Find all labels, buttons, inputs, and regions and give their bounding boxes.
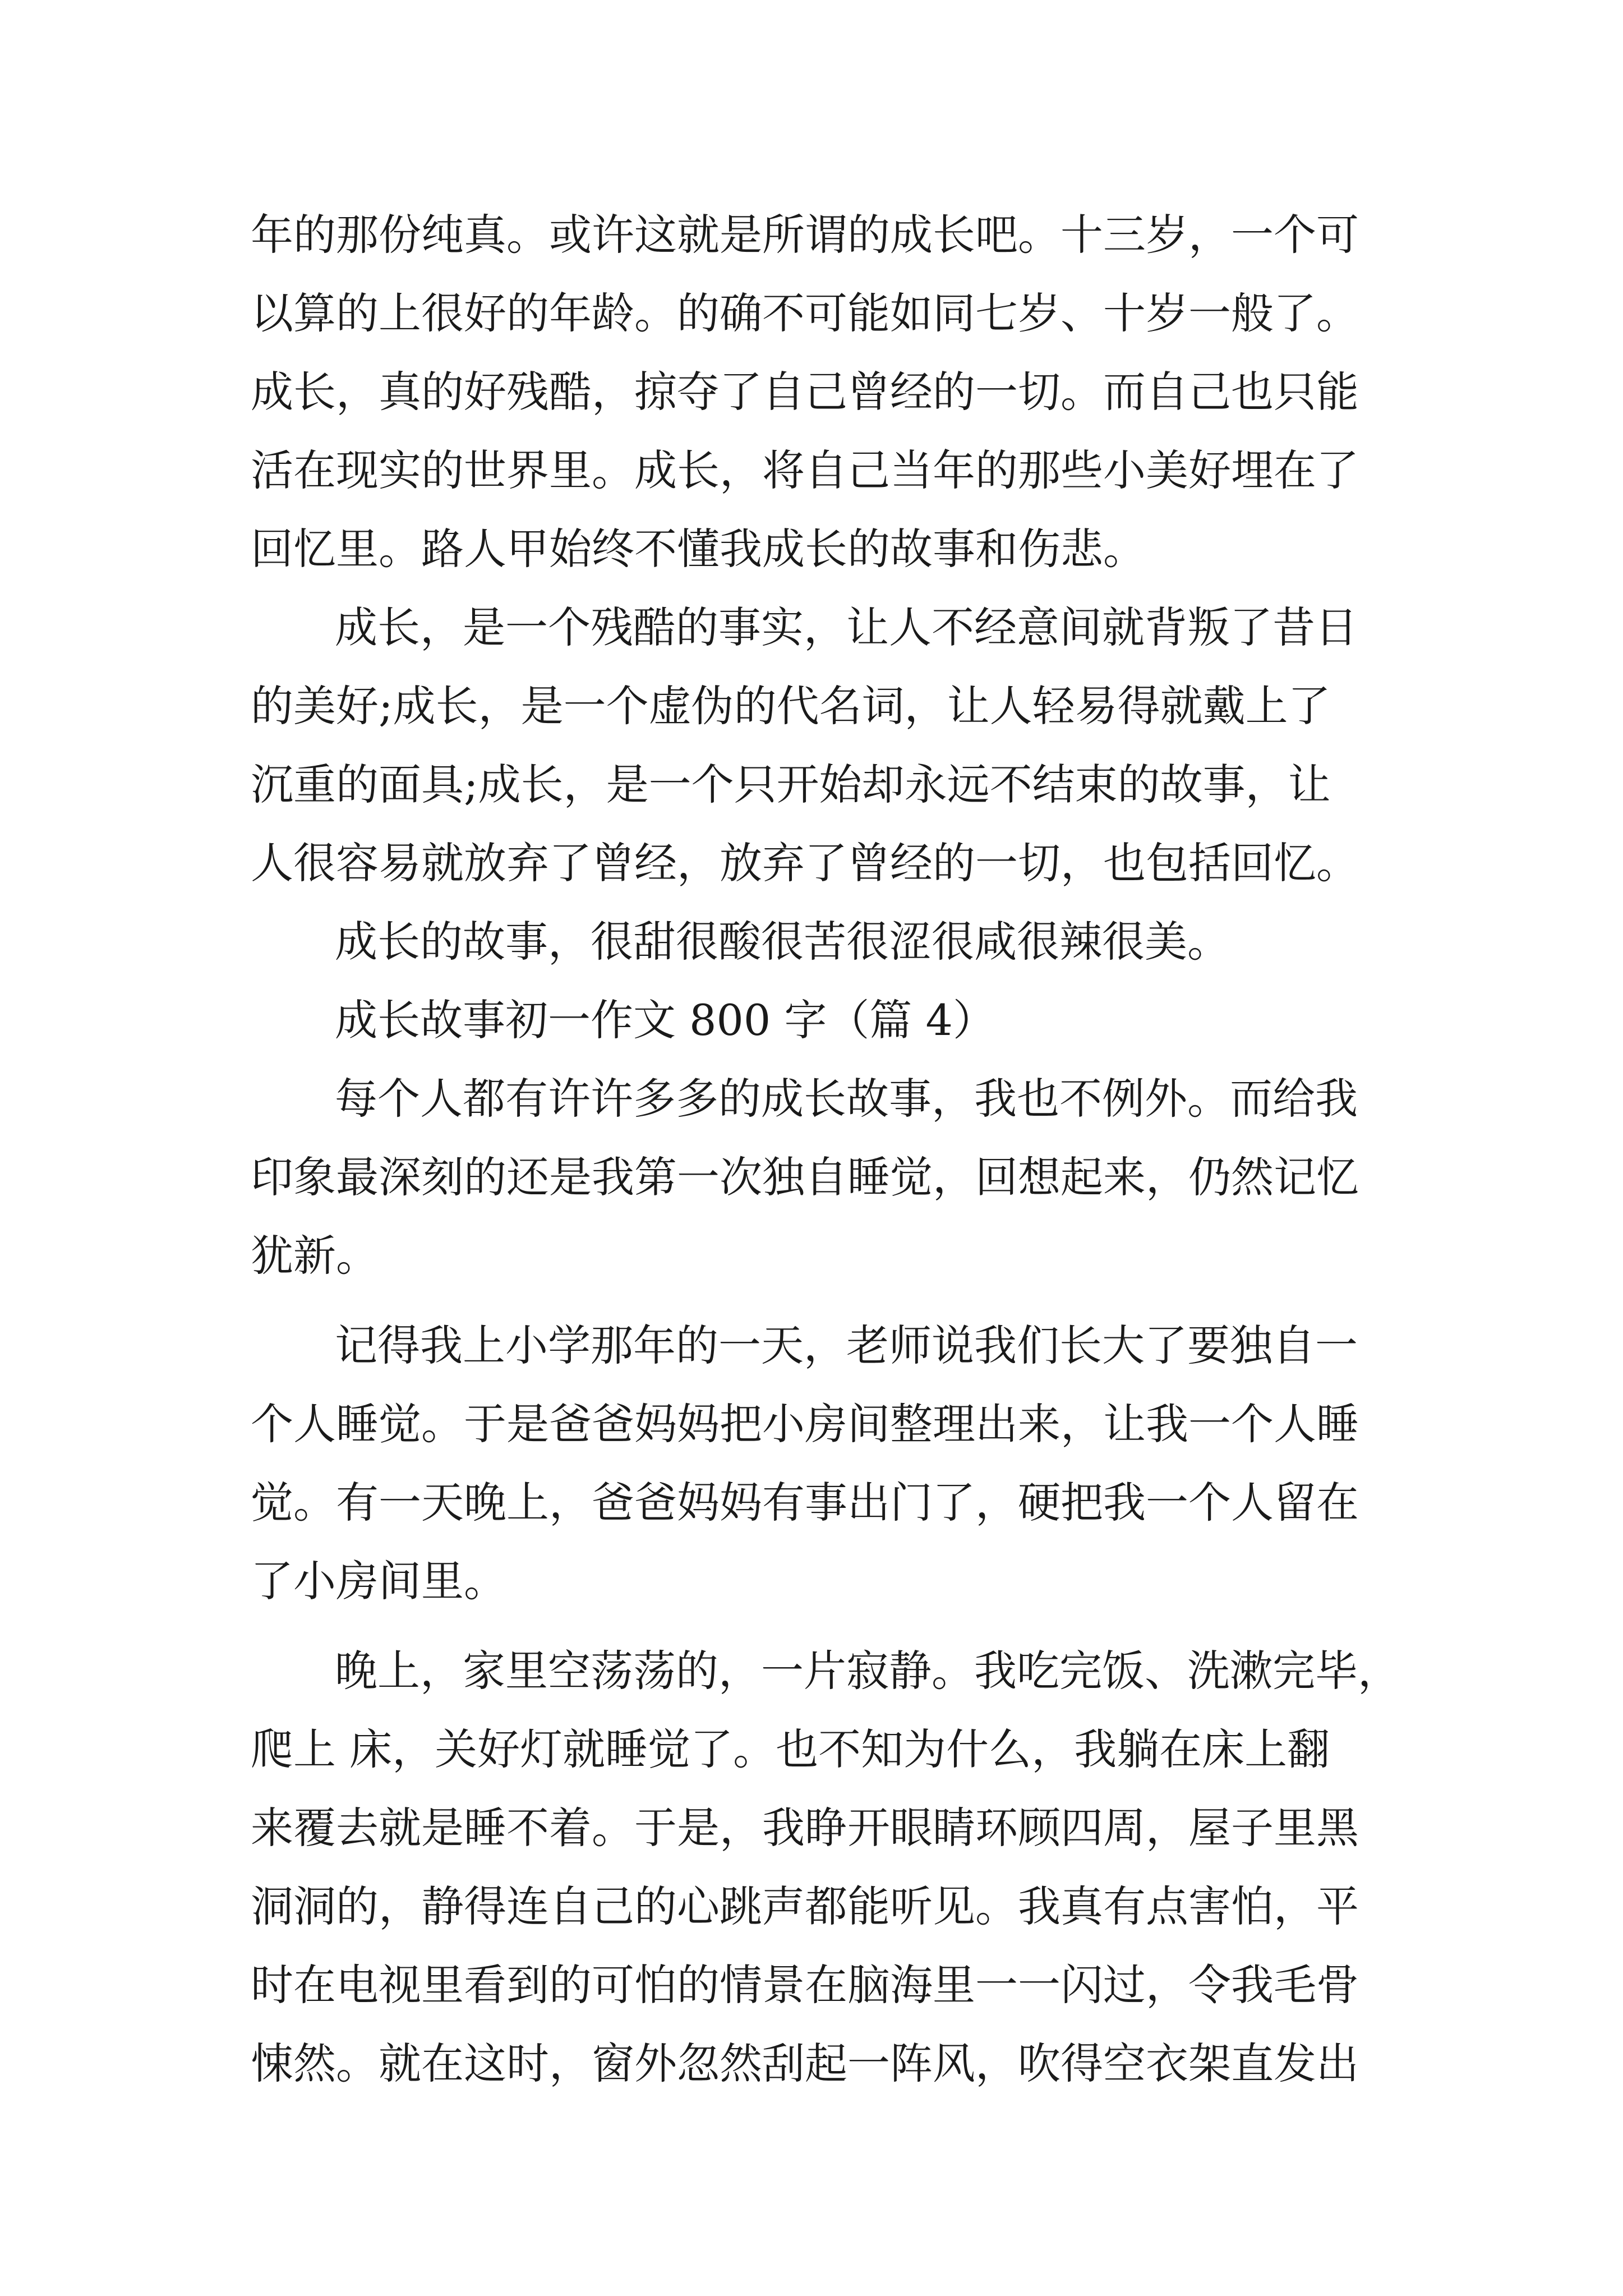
section-heading: 成长故事初一作文 800 字（篇 4） bbox=[335, 995, 995, 1045]
text-line: 犹新。 bbox=[251, 1231, 379, 1281]
text-line: 悚然。就在这时，窗外忽然刮起一阵风，吹得空衣架直发出 bbox=[251, 2039, 1359, 2088]
text-line: 以算的上很好的年龄。的确不可能如同七岁、十岁一般了。 bbox=[251, 288, 1359, 338]
text-line: 年的那份纯真。或许这就是所谓的成长吧。十三岁，一个可 bbox=[251, 210, 1359, 260]
paragraph-start-line: 晚上，家里空荡荡的，一片寂静。我吃完饭、洗漱完毕， bbox=[335, 1646, 1400, 1696]
text-line: 时在电视里看到的可怕的情景在脑海里一一闪过，令我毛骨 bbox=[251, 1960, 1359, 2010]
text-line: 回忆里。路人甲始终不懂我成长的故事和伤悲。 bbox=[251, 524, 1146, 574]
text-line: 了小房间里。 bbox=[251, 1556, 506, 1606]
text-line: 爬上 床，关好灯就睡觉了。也不知为什么，我躺在床上翻 bbox=[251, 1724, 1330, 1774]
text-line: 洞洞的，静得连自己的心跳声都能听见。我真有点害怕，平 bbox=[251, 1881, 1359, 1931]
text-line: 沉重的面具;成长，是一个只开始却永远不结束的故事，让 bbox=[251, 760, 1331, 809]
text-line: 觉。有一天晚上，爸爸妈妈有事出门了，硬把我一个人留在 bbox=[251, 1478, 1359, 1527]
text-line: 的美好;成长，是一个虚伪的代名词，让人轻易得就戴上了 bbox=[251, 681, 1331, 731]
paragraph-start-line: 每个人都有许许多多的成长故事，我也不例外。而给我 bbox=[335, 1074, 1358, 1124]
paragraph-start-line: 成长的故事，很甜很酸很苦很涩很咸很辣很美。 bbox=[335, 917, 1230, 967]
text-line: 成长，真的好残酷，掠夺了自己曾经的一切。而自己也只能 bbox=[251, 367, 1359, 417]
text-line: 印象最深刻的还是我第一次独自睡觉，回想起来，仍然记忆 bbox=[251, 1152, 1359, 1202]
paragraph-start-line: 记得我上小学那年的一天，老师说我们长大了要独自一 bbox=[335, 1320, 1358, 1370]
paragraph-start-line: 成长，是一个残酷的事实，让人不经意间就背叛了昔日 bbox=[335, 602, 1358, 652]
text-line: 来覆去就是睡不着。于是，我睁开眼睛环顾四周，屋子里黑 bbox=[251, 1803, 1359, 1853]
text-line: 个人睡觉。于是爸爸妈妈把小房间整理出来，让我一个人睡 bbox=[251, 1399, 1359, 1449]
text-line: 人很容易就放弃了曾经，放弃了曾经的一切，也包括回忆。 bbox=[251, 838, 1359, 888]
text-line: 活在现实的世界里。成长，将自己当年的那些小美好埋在了 bbox=[251, 445, 1359, 495]
